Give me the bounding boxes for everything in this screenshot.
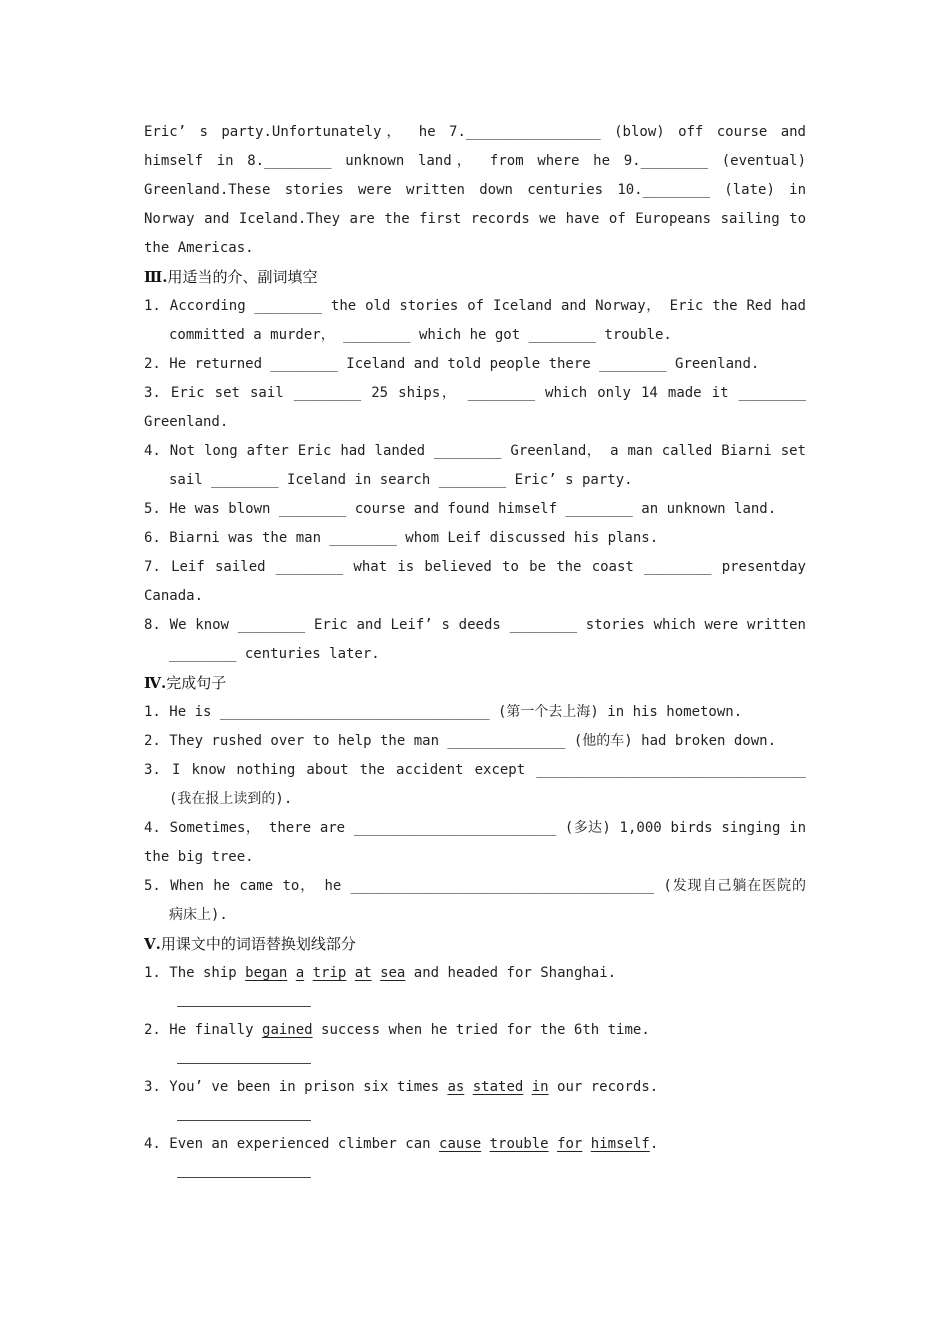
section-4-body	[144, 698, 806, 930]
section-5-heading	[144, 930, 806, 959]
item-text: 4. Even an experienced climber can	[144, 1136, 440, 1152]
answer-blank[interactable]	[144, 1159, 806, 1187]
underlined-word: trip	[312, 965, 347, 981]
passage-line: Greenland.These stories were written down centuries 10.________ (late) in	[144, 182, 806, 198]
exercise-line: (我在报上读到的).	[169, 791, 293, 807]
exercise-item	[144, 1073, 806, 1102]
underlined-word: stated	[472, 1079, 524, 1095]
exercise-line: the big tree.	[144, 849, 254, 865]
answer-blank[interactable]	[144, 988, 806, 1016]
answer-line	[177, 1177, 311, 1178]
space	[523, 1079, 531, 1095]
exercise-item	[144, 1016, 806, 1045]
exercise-line: 1. He is ________________________________ (第一个去上海) in his hometown.	[144, 704, 743, 720]
passage	[144, 118, 806, 263]
item-text: 2. He finally	[144, 1022, 263, 1038]
exercise-line: Greenland.	[144, 414, 229, 430]
section-title: 用课文中的词语替换划线部分	[160, 935, 356, 953]
exercise-line: 2. He returned ________ Iceland and told people there ________ Greenland.	[144, 356, 760, 372]
section-number: Ⅳ.	[144, 674, 167, 692]
passage-line: the Americas.	[144, 240, 254, 256]
section-number: Ⅴ.	[144, 935, 161, 953]
exercise-line: ________ centuries later.	[169, 646, 380, 662]
passage-line: himself in 8.________ unknown land， from where he 9.________ (eventual)	[144, 153, 806, 169]
answer-blank[interactable]	[144, 1045, 806, 1073]
space	[464, 1079, 472, 1095]
space	[481, 1136, 489, 1152]
item-text: our records.	[548, 1079, 659, 1095]
exercise-item	[144, 959, 806, 988]
exercise-line: 5. He was blown ________ course and found himself ________ an unknown land.	[144, 501, 777, 517]
exercise-line: committed a murder， ________ which he got ________ trouble.	[169, 327, 672, 343]
underlined-word: as	[447, 1079, 465, 1095]
underlined-word: trouble	[489, 1136, 549, 1152]
underlined-word: for	[557, 1136, 583, 1152]
underlined-word: cause	[439, 1136, 482, 1152]
exercise-line: 6. Biarni was the man ________ whom Leif discussed his plans.	[144, 530, 659, 546]
underlined-word: at	[354, 965, 372, 981]
item-text: 3. You’ ve been in prison six times	[144, 1079, 448, 1095]
passage-line: Eric’ s party.Unfortunately， he 7.________________ (blow) off course and	[144, 124, 806, 140]
exercise-line: 7. Leif sailed ________ what is believed to be the coast ________ presentday	[144, 559, 806, 575]
exercise-line: 4. Not long after Eric had landed ________ Greenland， a man called Biarni set	[144, 443, 806, 459]
section-title: 完成句子	[166, 674, 227, 692]
underlined-word: sea	[380, 965, 406, 981]
underlined-word: himself	[590, 1136, 650, 1152]
space	[287, 965, 295, 981]
underlined-word: a	[295, 965, 305, 981]
underlined-word: began	[245, 965, 288, 981]
passage-line: Norway and Iceland.They are the first records we have of Europeans sailing to	[144, 211, 806, 227]
item-text: success when he tried for the 6th time.	[312, 1022, 650, 1038]
exercise-line: Canada.	[144, 588, 204, 604]
underlined-word: gained	[262, 1022, 313, 1038]
section-4-heading	[144, 669, 806, 698]
space	[372, 965, 380, 981]
worksheet-page	[144, 118, 806, 1187]
space	[346, 965, 354, 981]
section-3-heading	[144, 263, 806, 292]
item-text: and headed for Shanghai.	[405, 965, 617, 981]
space	[304, 965, 312, 981]
exercise-line: 病床上).	[169, 907, 228, 923]
answer-line	[177, 1006, 311, 1007]
underlined-word: in	[531, 1079, 549, 1095]
section-title: 用适当的介、副词填空	[167, 268, 318, 286]
section-3-body	[144, 292, 806, 669]
item-text: 1. The ship	[144, 965, 246, 981]
answer-line	[177, 1120, 311, 1121]
answer-line	[177, 1063, 311, 1064]
exercise-line: 5. When he came to， he ____________________________________ (发现自己躺在医院的	[144, 878, 806, 894]
section-5-body	[144, 959, 806, 1187]
item-text: .	[649, 1136, 659, 1152]
exercise-line: 1. According ________ the old stories of Iceland and Norway， Eric the Red had	[144, 298, 806, 314]
exercise-line: 2. They rushed over to help the man ______________ (他的车) had broken down.	[144, 733, 777, 749]
exercise-line: 3. I know nothing about the accident except ________________________________	[144, 762, 806, 778]
space	[582, 1136, 590, 1152]
answer-blank[interactable]	[144, 1102, 806, 1130]
section-number: Ⅲ.	[144, 268, 168, 286]
exercise-line: sail ________ Iceland in search ________ Eric’ s party.	[169, 472, 633, 488]
exercise-line: 4. Sometimes， there are ________________________ (多达) 1,000 birds singing in	[144, 820, 806, 836]
exercise-line: 3. Eric set sail ________ 25 ships， ________ which only 14 made it ________	[144, 385, 806, 401]
exercise-line: 8. We know ________ Eric and Leif’ s deeds ________ stories which were written	[144, 617, 806, 633]
exercise-item	[144, 1130, 806, 1159]
space	[549, 1136, 557, 1152]
